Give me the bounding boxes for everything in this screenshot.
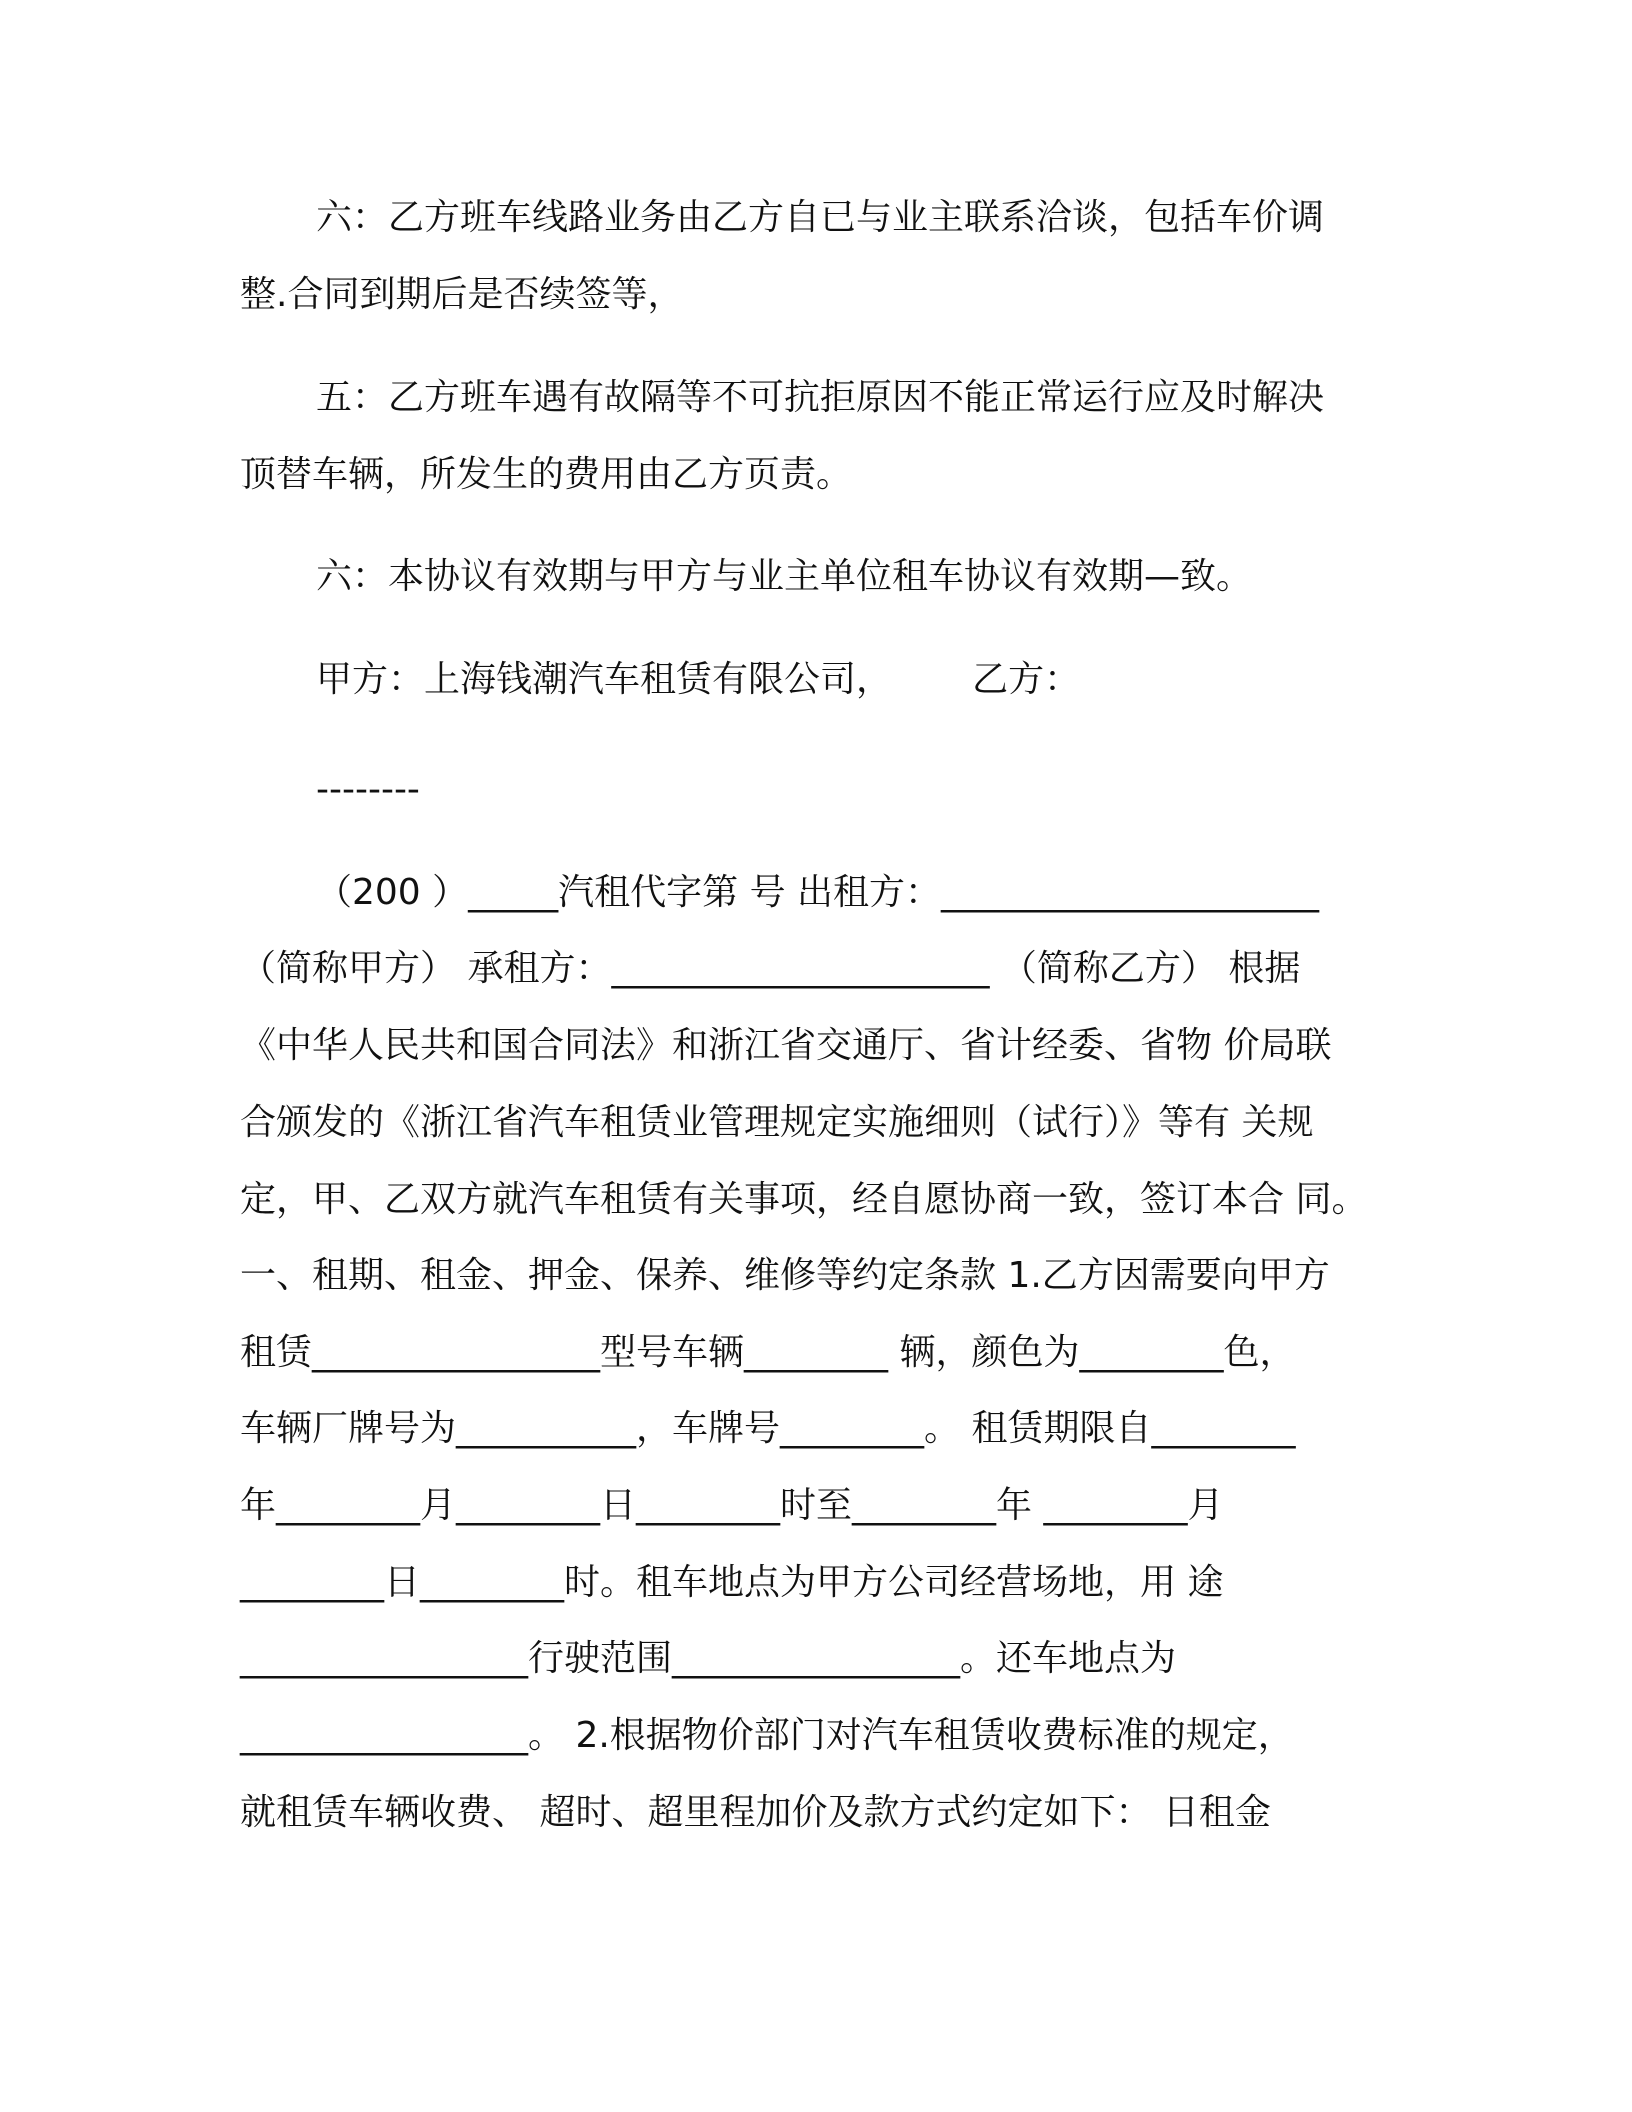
contract-line-13: 就租赁车辆收费、 超时、超里程加价及款方式约定如下： 日租金 — [240, 1792, 1271, 1833]
clause-six-a-line-2: 整.合同到期后是否续签等， — [240, 274, 684, 315]
contract-line-4: 合颁发的《浙江省汽车租赁业管理规定实施细则（试行）》等有 关规 — [240, 1102, 1314, 1143]
contract-line-2: （简称甲方） 承租方：_____________________ （简称乙方） 根据 — [240, 948, 1301, 989]
contract-line-1: （200 ）_____汽租代字第 号 出租方：_____________________ — [316, 872, 1320, 913]
clause-six-b-line-1: 六：本协议有效期与甲方与业主单位租车协议有效期—致。 — [316, 556, 1253, 597]
contract-line-9: 年________月________日________时至________年 ________月 — [240, 1485, 1224, 1526]
signature-line: 甲方：上海钱潮汽车租赁有限公司， 乙方： — [316, 659, 1081, 700]
contract-line-12: ________________。 2.根据物价部门对汽车租赁收费标准的规定， — [240, 1715, 1294, 1756]
contract-line-7: 租赁________________型号车辆________ 辆，颜色为________色， — [240, 1332, 1296, 1373]
contract-line-3: 《中华人民共和国合同法》和浙江省交通厅、省计经委、省物 价局联 — [240, 1025, 1332, 1066]
contract-line-8: 车辆厂牌号为__________，车牌号________。 租赁期限自________ — [240, 1408, 1296, 1449]
clause-six-a-line-1: 六：乙方班车线路业务由乙方自已与业主联系洽谈，包括车价调 — [316, 197, 1325, 238]
clause-five-line-2: 顶替车辆，所发生的费用由乙方页责。 — [240, 454, 853, 495]
signature-dashes: -------- — [316, 769, 420, 810]
clause-five-line-1: 五：乙方班车遇有故隔等不可抗拒原因不能正常运行应及时解决 — [316, 377, 1325, 418]
contract-line-11: ________________行驶范围________________。还车地点为 — [240, 1638, 1177, 1679]
contract-line-6: 一、租期、租金、押金、保养、维修等约定条款 1.乙方因需要向甲方 — [240, 1255, 1330, 1296]
contract-line-10: ________日________时。租车地点为甲方公司经营场地，用 途 — [240, 1562, 1224, 1603]
contract-line-5: 定，甲、乙双方就汽车租赁有关事项，经自愿协商一致，签订本合 同。 — [240, 1179, 1368, 1220]
